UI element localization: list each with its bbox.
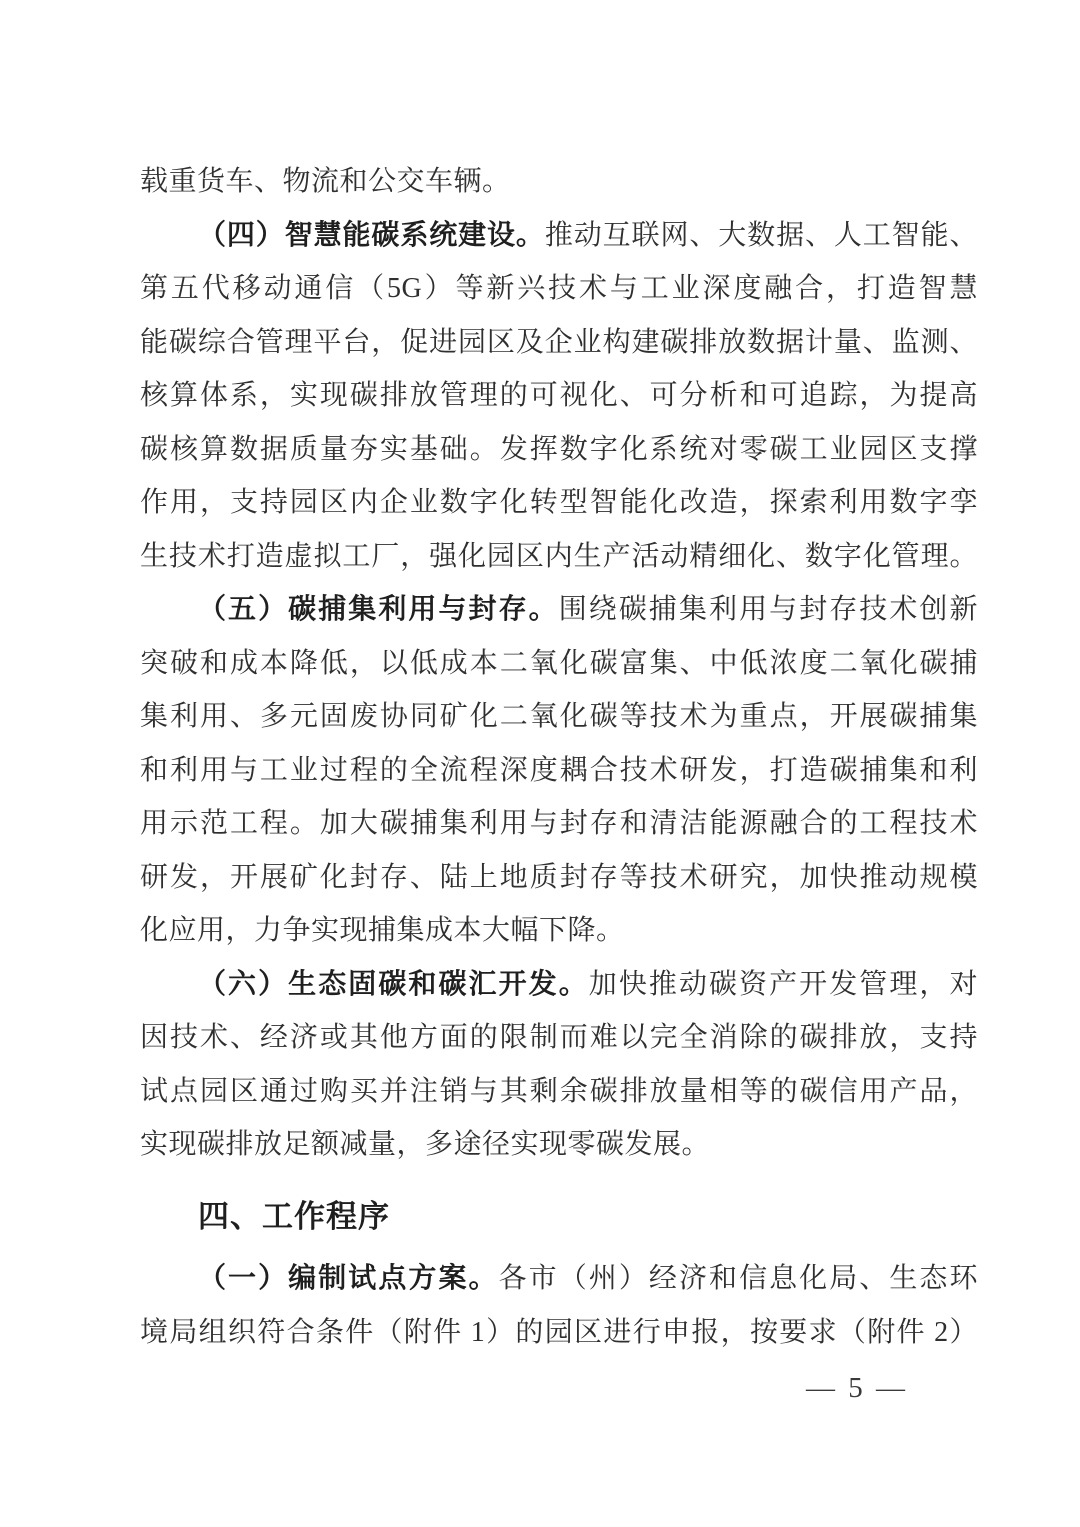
text-line bbox=[140, 1118, 978, 1172]
text-line bbox=[140, 316, 978, 370]
text-line bbox=[140, 1252, 978, 1306]
text-run: 突破和成本降低，以低成本二氧化碳富集、中低浓度二氧化碳捕 bbox=[140, 647, 978, 679]
text-line bbox=[140, 369, 978, 423]
text-run: 加快推动碳资产开发管理，对 bbox=[588, 968, 978, 1000]
text-line bbox=[140, 262, 978, 316]
document-body-text bbox=[140, 155, 978, 1359]
text-run: 核算体系，实现碳排放管理的可视化、可分析和可追踪，为提高 bbox=[140, 380, 978, 411]
bold-text-run: （六）生态固碳和碳汇开发。 bbox=[198, 968, 589, 1000]
text-line bbox=[140, 1306, 978, 1360]
text-run: 研发，开展矿化封存、陆上地质封存等技术研究，加快推动规模 bbox=[140, 861, 978, 893]
text-line bbox=[140, 476, 978, 530]
text-line bbox=[140, 851, 978, 905]
bold-text-run: （五）碳捕集利用与封存。 bbox=[198, 594, 559, 625]
text-run: 实现碳排放足额减量，多途径实现零碳发展。 bbox=[140, 1129, 711, 1160]
text-run: 境局组织符合条件（附件 1）的园区进行申报，按要求（附件 2） bbox=[140, 1316, 978, 1348]
text-run: 集利用、多元固废协同矿化二氧化碳等技术为重点，开展碳捕集 bbox=[140, 701, 978, 732]
text-line bbox=[140, 1065, 978, 1119]
bold-text-run: （一）编制试点方案。 bbox=[198, 1263, 499, 1294]
text-line bbox=[140, 690, 978, 744]
text-run: 用示范工程。加大碳捕集利用与封存和清洁能源融合的工程技术 bbox=[140, 808, 978, 839]
bold-text-run: （四）智慧能碳系统建设。 bbox=[198, 219, 545, 251]
text-line bbox=[140, 744, 978, 798]
text-run: 试点园区通过购买并注销与其剩余碳排放量相等的碳信用产品， bbox=[140, 1075, 978, 1107]
text-run: 碳核算数据质量夯实基础。发挥数字化系统对零碳工业园区支撑 bbox=[140, 433, 978, 465]
page-number: — 5 — bbox=[806, 1372, 908, 1404]
text-line bbox=[140, 530, 978, 584]
text-run: 因技术、经济或其他方面的限制而难以完全消除的碳排放，支持 bbox=[140, 1022, 978, 1053]
text-line bbox=[140, 209, 978, 263]
text-line bbox=[140, 155, 978, 209]
text-line bbox=[140, 583, 978, 637]
text-run: 生技术打造虚拟工厂，强化园区内生产活动精细化、数字化管理。 bbox=[140, 540, 978, 572]
text-run: 和利用与工业过程的全流程深度耦合技术研发，打造碳捕集和利 bbox=[140, 754, 978, 786]
text-run: 推动互联网、大数据、人工智能、 bbox=[544, 219, 978, 251]
text-line bbox=[140, 637, 978, 691]
text-run: 第五代移动通信（5G）等新兴技术与工业深度融合，打造智慧 bbox=[140, 273, 978, 304]
text-line bbox=[140, 797, 978, 851]
text-run: 作用，支持园区内企业数字化转型智能化改造，探索利用数字孪 bbox=[140, 487, 978, 518]
text-run: 各市（州）经济和信息化局、生态环 bbox=[498, 1263, 978, 1294]
text-run: 能碳综合管理平台，促进园区及企业构建碳排放数据计量、监测、 bbox=[140, 326, 978, 358]
text-line bbox=[140, 423, 978, 477]
text-run: 化应用，力争实现捕集成本大幅下降。 bbox=[140, 915, 625, 946]
text-line bbox=[140, 904, 978, 958]
bold-text-run: 四、工作程序 bbox=[198, 1198, 390, 1234]
text-line bbox=[140, 958, 978, 1012]
text-line bbox=[140, 1011, 978, 1065]
text-run: 围绕碳捕集利用与封存技术创新 bbox=[558, 594, 978, 625]
section-heading bbox=[140, 1190, 978, 1244]
text-run: 载重货车、物流和公交车辆。 bbox=[140, 166, 511, 197]
